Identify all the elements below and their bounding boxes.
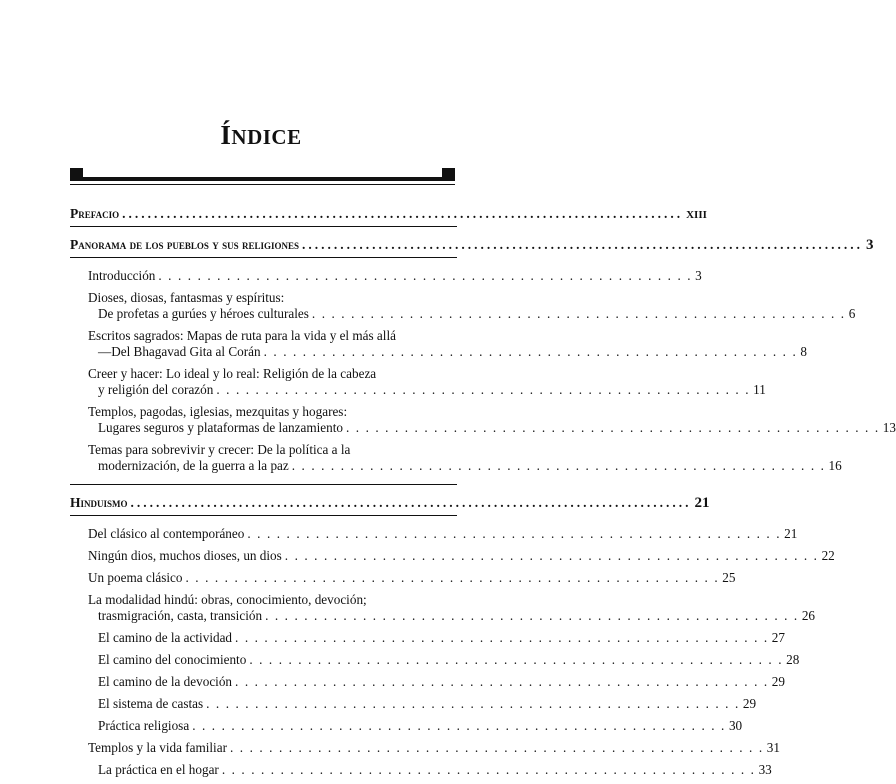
entry-page: 3 — [695, 268, 702, 283]
entry-page: 25 — [722, 570, 736, 585]
hinduismo-entries — [70, 526, 835, 784]
entry-line — [88, 328, 457, 344]
dot-leader: . . . . . . . . . . . . . . . . . . . . . . . . . . . . . . . . . . . . . . . . . . . . . . . . . . . . . . . — [311, 306, 846, 321]
entry-line — [88, 366, 457, 382]
entry-line — [88, 306, 856, 322]
entry-line — [98, 674, 785, 690]
entry-page: 11 — [753, 382, 766, 397]
title-rule-thick — [70, 177, 455, 181]
entry-text: La modalidad hindú: obras, conocimiento, devoción; — [88, 592, 367, 607]
toc-entry[interactable] — [70, 290, 856, 322]
dot-leader: . . . . . . . . . . . . . . . . . . . . . . . . . . . . . . . . . . . . . . . . . . . . . . . . . . . . . . . — [206, 696, 740, 711]
entry-page: 21 — [784, 526, 798, 541]
toc-entry[interactable] — [70, 442, 842, 474]
dot-leader: ........................................................................................ — [302, 237, 864, 252]
entry-text: Introducción — [88, 268, 156, 283]
entry-text: El camino de la actividad — [98, 630, 233, 645]
entry-line — [88, 382, 766, 398]
entry-text: Escritos sagrados: Mapas de ruta para la vida y el más allá — [88, 328, 396, 343]
entry-page: 28 — [786, 652, 800, 667]
entry-line — [88, 526, 798, 542]
dot-leader: . . . . . . . . . . . . . . . . . . . . . . . . . . . . . . . . . . . . . . . . . . . . . . . . . . . . . . . — [192, 718, 726, 733]
toc-entry[interactable] — [70, 696, 757, 712]
toc-entry[interactable] — [70, 404, 896, 436]
dot-leader: . . . . . . . . . . . . . . . . . . . . . . . . . . . . . . . . . . . . . . . . . . . . . . . . . . . . . . . — [185, 570, 720, 585]
toc-entry-panorama[interactable] — [70, 237, 874, 253]
entry-text: Templos, pagodas, iglesias, mezquitas y hogares: — [88, 404, 348, 419]
dot-leader: . . . . . . . . . . . . . . . . . . . . . . . . . . . . . . . . . . . . . . . . . . . . . . . . . . . . . . . — [216, 382, 751, 397]
entry-line — [88, 570, 736, 586]
entry-page: 6 — [848, 306, 856, 321]
dot-leader: . . . . . . . . . . . . . . . . . . . . . . . . . . . . . . . . . . . . . . . . . . . . . . . . . . . . . . . — [284, 548, 819, 563]
dot-leader: . . . . . . . . . . . . . . . . . . . . . . . . . . . . . . . . . . . . . . . . . . . . . . . . . . . . . . . — [221, 762, 756, 777]
entry-line — [88, 268, 702, 284]
dot-leader: ........................................................................................ — [122, 206, 684, 221]
entry-text: Dioses, diosas, fantasmas y espíritus: — [88, 290, 285, 305]
entry-page: 27 — [771, 630, 785, 645]
dot-leader: . . . . . . . . . . . . . . . . . . . . . . . . . . . . . . . . . . . . . . . . . . . . . . . . . . . . . . . — [235, 630, 769, 645]
entry-text: trasmigración, casta, transición — [98, 608, 263, 623]
entry-line — [98, 718, 743, 734]
panorama-entries — [70, 268, 896, 480]
entry-text: Un poema clásico — [88, 570, 183, 585]
toc-entry[interactable] — [70, 630, 785, 646]
toc-entry[interactable] — [70, 366, 766, 398]
entry-text: modernización, de la guerra a la paz — [98, 458, 289, 473]
dot-leader: . . . . . . . . . . . . . . . . . . . . . . . . . . . . . . . . . . . . . . . . . . . . . . . . . . . . . . . — [291, 458, 826, 473]
dot-leader: . . . . . . . . . . . . . . . . . . . . . . . . . . . . . . . . . . . . . . . . . . . . . . . . . . . . . . . — [235, 674, 769, 689]
entry-page: 8 — [800, 344, 807, 359]
dot-leader: . . . . . . . . . . . . . . . . . . . . . . . . . . . . . . . . . . . . . . . . . . . . . . . . . . . . . . . — [158, 268, 693, 283]
toc-entry[interactable] — [70, 526, 798, 542]
entry-line — [88, 608, 816, 624]
title-initial: Í — [220, 120, 232, 150]
entry-line — [98, 762, 772, 778]
dot-leader: . . . . . . . . . . . . . . . . . . . . . . . . . . . . . . . . . . . . . . . . . . . . . . . . . . . . . . . — [265, 608, 799, 623]
dot-leader: . . . . . . . . . . . . . . . . . . . . . . . . . . . . . . . . . . . . . . . . . . . . . . . . . . . . . . . — [249, 652, 784, 667]
entry-line — [88, 442, 457, 458]
entry-text: El sistema de castas — [98, 696, 204, 711]
entry-text: El camino del conocimiento — [98, 652, 247, 667]
toc-entry[interactable] — [70, 718, 743, 734]
toc-entry[interactable] — [70, 674, 785, 690]
toc-entry-prefacio[interactable] — [70, 206, 707, 222]
entry-label: Panorama de los pueblos y sus religiones — [70, 237, 300, 252]
toc-entry[interactable] — [70, 570, 736, 586]
title-rule-thin — [70, 184, 455, 185]
entry-text: —Del Bhagavad Gita al Corán — [98, 344, 261, 359]
entry-text: Templos y la vida familiar — [88, 740, 227, 755]
entry-line — [88, 458, 842, 474]
entry-page: 16 — [828, 458, 842, 473]
entry-page: 22 — [821, 548, 835, 563]
table-of-contents — [70, 206, 896, 784]
toc-entry[interactable] — [70, 762, 772, 778]
entry-line — [88, 344, 807, 360]
entry-page: 3 — [866, 237, 874, 253]
entry-text: La práctica en el hogar — [98, 762, 219, 777]
toc-entry[interactable] — [70, 592, 816, 624]
toc-entry[interactable] — [70, 652, 800, 668]
entry-page: 30 — [728, 718, 743, 733]
entry-line — [88, 592, 457, 608]
entry-page: xiii — [686, 206, 707, 222]
entry-line — [88, 420, 896, 436]
entry-label: Prefacio — [70, 206, 120, 221]
toc-entry-hinduismo[interactable] — [70, 495, 710, 511]
toc-entry[interactable] — [70, 548, 835, 564]
entry-text: y religión del corazón — [98, 382, 214, 397]
entry-page: 26 — [801, 608, 816, 623]
dot-leader: ........................................................................................ — [130, 495, 692, 510]
entry-text: Creer y hacer: Lo ideal y lo real: Religión de la cabeza — [88, 366, 377, 381]
entry-page: 21 — [694, 495, 710, 511]
toc-entry[interactable] — [70, 268, 702, 284]
entry-text: Del clásico al contemporáneo — [88, 526, 245, 541]
entry-text: El camino de la devoción — [98, 674, 233, 689]
entry-text: De profetas a gurúes y héroes culturales — [98, 306, 309, 321]
toc-entry[interactable] — [70, 740, 780, 756]
entry-line — [98, 696, 757, 712]
dot-leader: . . . . . . . . . . . . . . . . . . . . . . . . . . . . . . . . . . . . . . . . . . . . . . . . . . . . . . . — [263, 344, 798, 359]
entry-page: 33 — [758, 762, 772, 777]
toc-entry[interactable] — [70, 328, 807, 360]
entry-label: Hinduismo — [70, 495, 128, 510]
page-title — [0, 120, 522, 151]
entry-line — [98, 652, 800, 668]
dot-leader: . . . . . . . . . . . . . . . . . . . . . . . . . . . . . . . . . . . . . . . . . . . . . . . . . . . . . . . — [247, 526, 782, 541]
dot-leader: . . . . . . . . . . . . . . . . . . . . . . . . . . . . . . . . . . . . . . . . . . . . . . . . . . . . . . . — [229, 740, 764, 755]
entry-line — [88, 290, 457, 306]
entry-text: Práctica religiosa — [98, 718, 190, 733]
entry-line — [98, 630, 785, 646]
entry-line — [88, 740, 780, 756]
entry-page: 29 — [771, 674, 785, 689]
entry-line — [88, 404, 457, 420]
entry-text: Temas para sobrevivir y crecer: De la política a la — [88, 442, 351, 457]
entry-page: 31 — [766, 740, 780, 755]
entry-line — [88, 548, 835, 564]
entry-page: 13 — [882, 420, 896, 435]
entry-text: Ningún dios, muchos dioses, un dios — [88, 548, 282, 563]
entry-page: 29 — [742, 696, 757, 711]
title-rest: NDICE — [231, 125, 302, 149]
entry-text: Lugares seguros y plataformas de lanzamiento — [98, 420, 343, 435]
dot-leader: . . . . . . . . . . . . . . . . . . . . . . . . . . . . . . . . . . . . . . . . . . . . . . . . . . . . . . . — [345, 420, 880, 435]
